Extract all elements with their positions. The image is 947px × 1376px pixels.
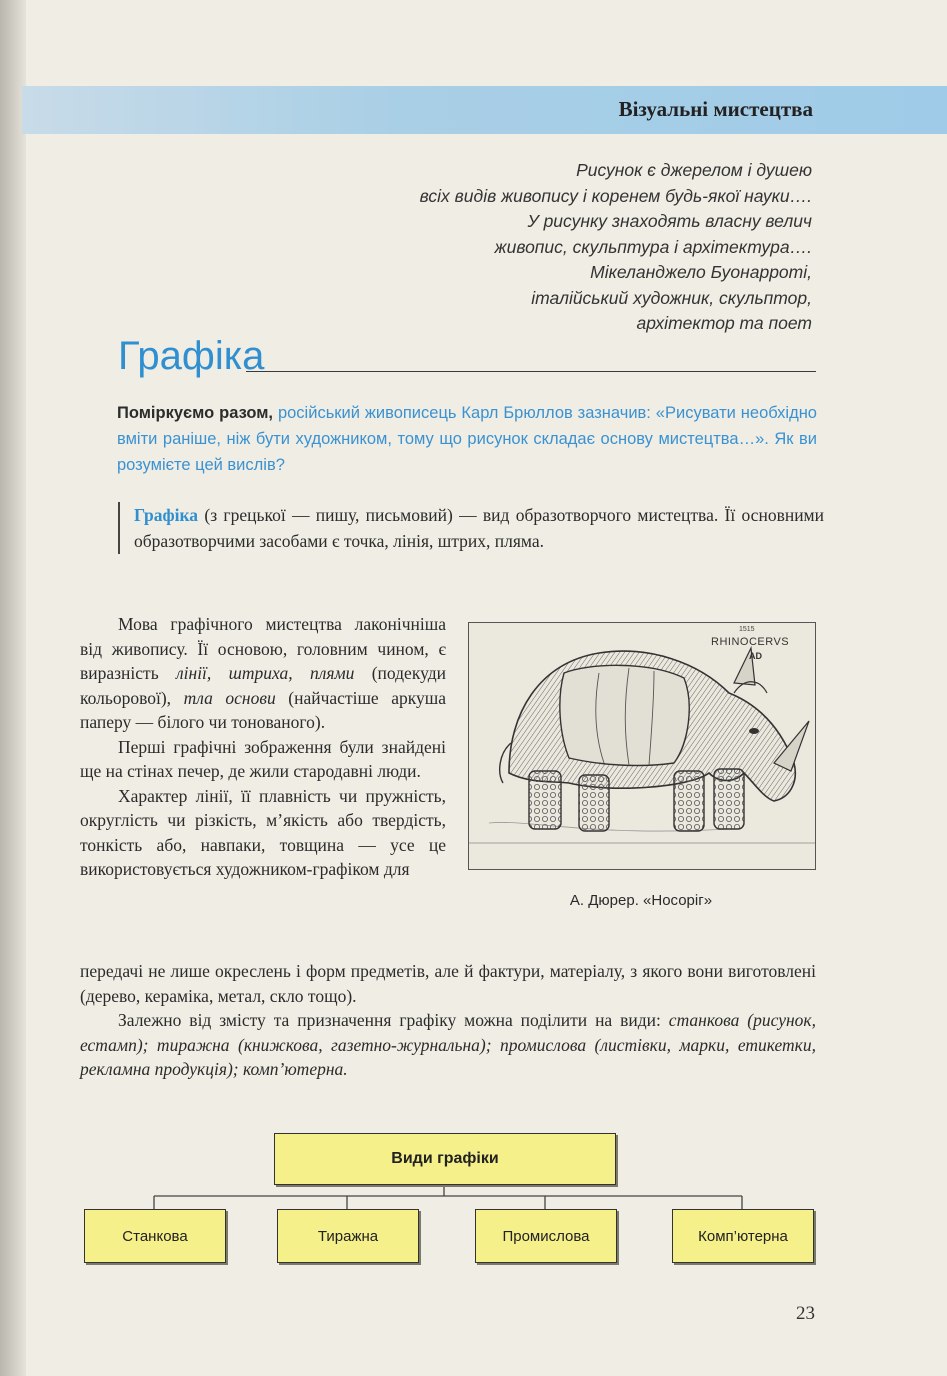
diagram-leaf-industrial: Промислова [475, 1209, 617, 1263]
epigraph-author-desc: італійський художник, скульптор, [531, 287, 812, 308]
definition-text: (з грецької — пишу, письмовий) — вид образотворчого мистецтва. Її основними образотворчими засобами є точка, лінія, штрих, пляма. [134, 505, 824, 551]
paragraph: Перші графічні зображення були знайдені ще на стінах печер, де жили стародавні люди. [80, 736, 446, 781]
durer-monogram: AD [749, 651, 762, 661]
epigraph-line: Рисунок є джерелом і душею [576, 160, 812, 180]
paragraph: Характер лінії, її плавність чи пружність, округлість чи різкість, м’якість або твердість, тонкість або, навпаки, товщина — усе це використовується художником-графіком для [80, 785, 446, 879]
diagram-leaf-print: Тиражна [277, 1209, 419, 1263]
paragraph-emphasis: лінії, штриха, плями [176, 663, 355, 683]
think-text: російський живописець Карл Брюллов зазначив: «Рисувати необхідно вміти раніше, ніж бути художником, тому що рисунок складає основу мистецтва…». Як ви розумієте цей вислів? [117, 404, 817, 474]
epigraph-line: У рисунку знаходять власну велич [527, 211, 812, 231]
figure-caption: А. Дюрер. «Носоріг» [569, 892, 713, 909]
header-title: Візуальні мистецтва [618, 97, 813, 121]
think-lead: Поміркуємо разом, [117, 404, 274, 422]
paragraph-emphasis: тла основи [183, 687, 276, 708]
epigraph-line: всіх видів живопису і коренем будь-якої науки…. [419, 185, 812, 206]
engraving-year: 1515 [739, 626, 755, 633]
paragraph-text: Залежно від змісту та призначення графіку можна поділити на види: [118, 1010, 661, 1030]
section-title: Графіка [118, 334, 265, 378]
engraving-title: RHINOCERVS [711, 636, 790, 648]
definition-term: Графіка [134, 505, 199, 525]
paragraph-emphasis: станкова (рисунок, естамп); тиражна (книжкова, газетно-журнальна); промислова (листівки, марки, етикетки, рекламна продукція); комп’ютерна. [80, 1010, 816, 1079]
paragraph-text: Мова графічного мистецтва лаконічніша від живопису. Її основою, головним чином, є виразність [80, 614, 446, 683]
paragraph-text: (подекуди кольорової), [80, 663, 446, 708]
diagram-leaf-computer: Комп’ютерна [672, 1209, 814, 1263]
epigraph-author: Мікеланджело Буонарроті, [590, 262, 812, 282]
paragraph: передачі не лише окреслень і форм предметів, але й фактури, матеріалу, з якого вони виготовлені (дерево, кераміка, метал, скло тощо). [80, 961, 816, 1006]
page-number: 23 [796, 1303, 815, 1324]
epigraph-author-desc: архітектор та поет [636, 313, 812, 333]
paragraph-text: (найчастіше аркуша паперу — білого чи тонованого). [80, 687, 447, 732]
diagram-leaf-easel: Станкова [84, 1209, 226, 1263]
epigraph-line: живопис, скульптура і архітектура…. [494, 236, 812, 257]
diagram-root-box: Види графіки [274, 1133, 616, 1185]
